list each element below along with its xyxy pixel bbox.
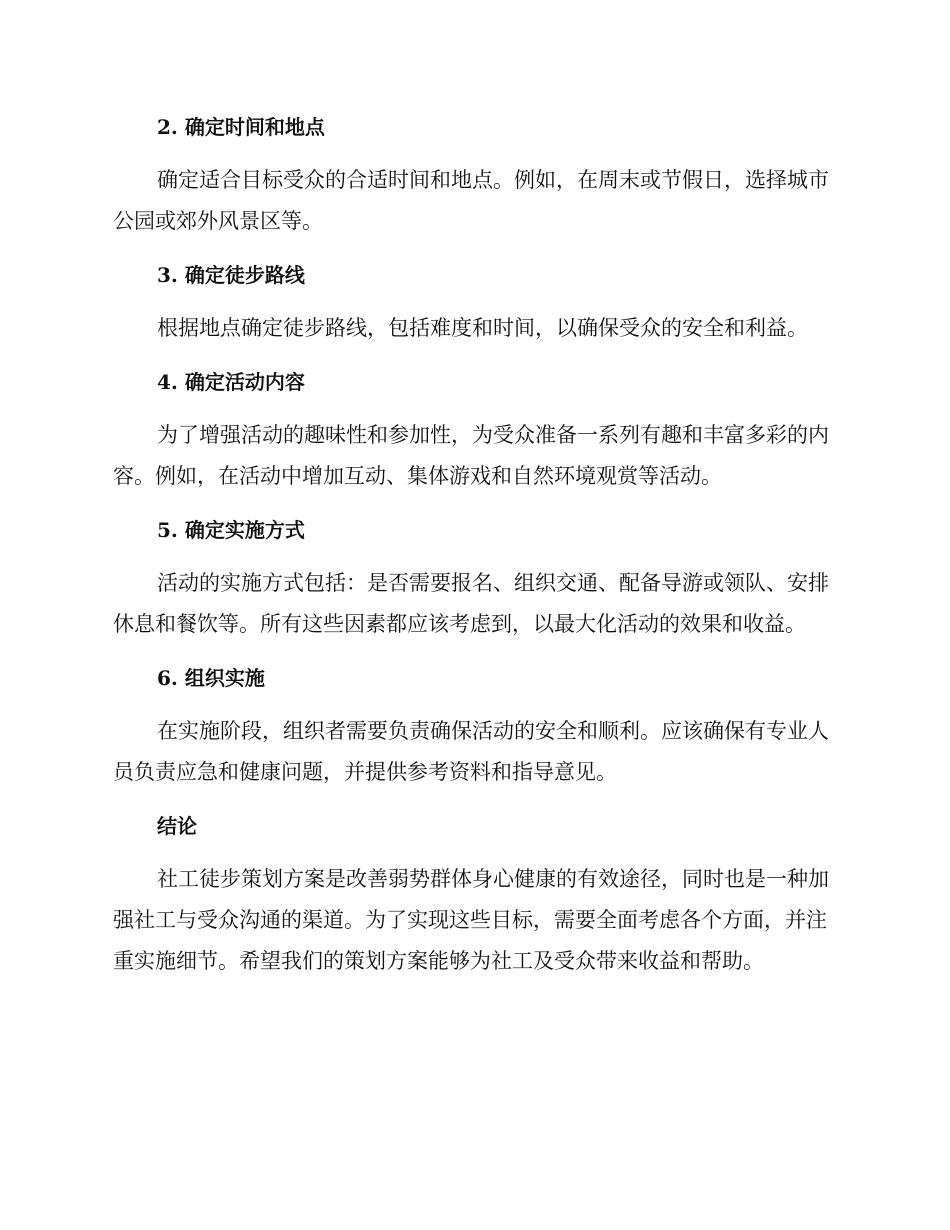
section-paragraph-activity-content: 为了增强活动的趣味性和参加性，为受众准备一系列有趣和丰富多彩的内容。例如，在活动中增加互动、集体游戏和自然环境观赏等活动。	[113, 423, 829, 488]
section-paragraph-time-location: 确定适合目标受众的合适时间和地点。例如，在周末或节假日，选择城市公园或郊外风景区等。	[113, 168, 829, 233]
section-heading-conclusion: 结论	[157, 814, 197, 838]
document-body	[113, 108, 831, 982]
section-paragraph-implementation-method: 活动的实施方式包括：是否需要报名、组织交通、配备导游或领队、安排休息和餐饮等。所有这些因素都应该考虑到，以最大化活动的效果和收益。	[113, 571, 829, 636]
section-paragraph-conclusion: 社工徒步策划方案是改善弱势群体身心健康的有效途径，同时也是一种加强社工与受众沟通的渠道。为了实现这些目标，需要全面考虑各个方面，并注重实施细节。希望我们的策划方案能够为社工及受众带来收益和帮助。	[113, 867, 829, 973]
section-heading-organize: 6. 组织实施	[157, 666, 265, 690]
section-paragraph-route: 根据地点确定徒步路线，包括难度和时间，以确保受众的安全和利益。	[157, 316, 808, 340]
section-heading-implementation-method: 5. 确定实施方式	[157, 518, 305, 542]
section-heading-route: 3. 确定徒步路线	[157, 263, 305, 287]
section-heading-time-location: 2. 确定时间和地点	[157, 115, 325, 139]
section-heading-activity-content: 4. 确定活动内容	[157, 370, 305, 394]
section-paragraph-organize: 在实施阶段，组织者需要负责确保活动的安全和顺利。应该确保有专业人员负责应急和健康问题，并提供参考资料和指导意见。	[113, 719, 829, 784]
